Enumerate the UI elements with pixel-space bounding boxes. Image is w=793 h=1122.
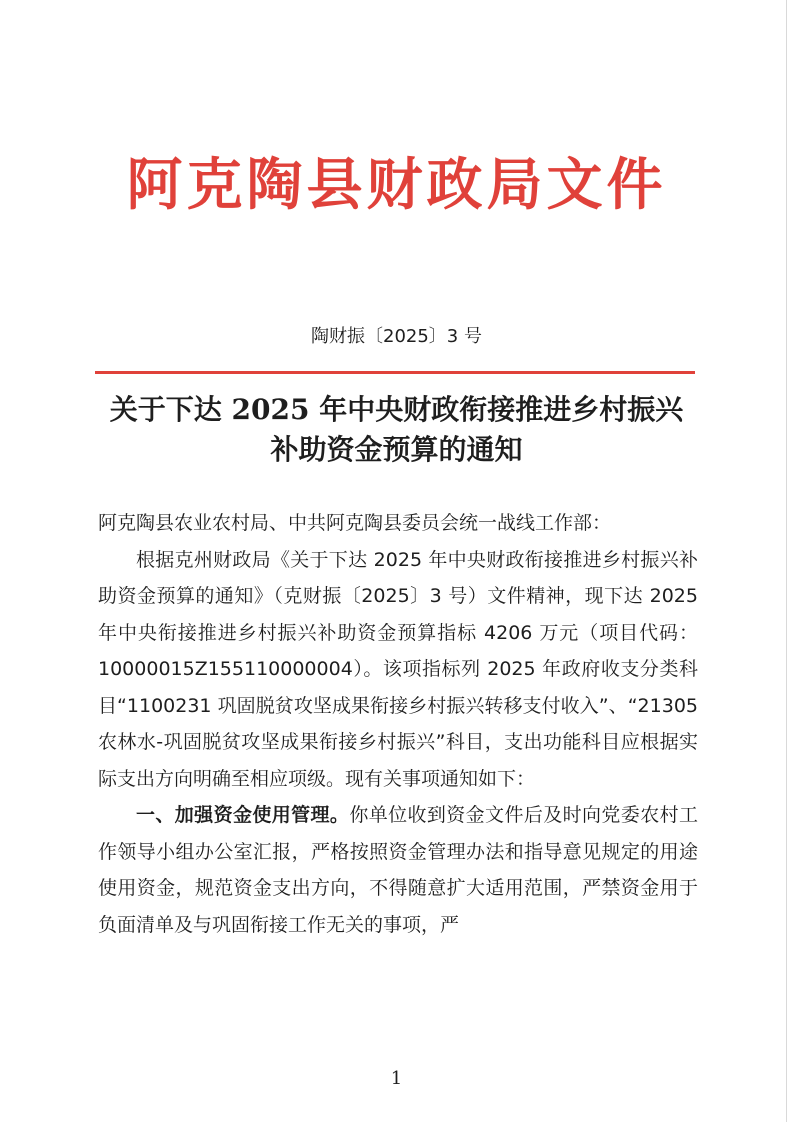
recipients-line: 阿克陶县农业农村局、中共阿克陶县委员会统一战线工作部： (98, 512, 612, 534)
document-title (60, 390, 733, 470)
document-body (98, 505, 698, 943)
section-1-text: 你单位收到资金文件后及时向党委农村工作领导小组办公室汇报，严格按照资金管理办法和指导意见规定的用途使用资金，规范资金支出方向，不得随意扩大适用范围，严禁资金用于负面清单及与巩固衔接工作无关的事项，严 (98, 804, 698, 936)
document-title-line-1: 关于下达 2025 年中央财政衔接推进乡村振兴 (109, 393, 684, 426)
section-1-paragraph (98, 797, 698, 943)
issuing-authority-header: 阿克陶县财政局文件 (126, 153, 667, 218)
document-title-line-2: 补助资金预算的通知 (270, 433, 523, 466)
document-number: 陶财振〔2025〕3 号 (311, 326, 482, 347)
red-divider-line (95, 371, 695, 374)
page-number: 1 (390, 1068, 403, 1089)
section-1-heading: 一、加强资金使用管理。 (136, 804, 350, 826)
body-paragraph-1: 根据克州财政局《关于下达 2025 年中央财政衔接推进乡村振兴补助资金预算的通知》（克财振〔2025〕3 号）文件精神，现下达 2025 年中央衔接推进乡村振兴补助资金预算指标 4206 万元（项目代码：10000015Z155110000004）。该项指标列 2025 年政府收支分类科目“1100231 巩固脱贫攻坚成果衔接乡村振兴转移支付收入”、“21305 农林水-巩固脱贫攻坚成果衔接乡村振兴”科目，支出功能科目应根据实际支出方向明确至相应项级。现有关事项通知如下： (98, 548, 698, 790)
